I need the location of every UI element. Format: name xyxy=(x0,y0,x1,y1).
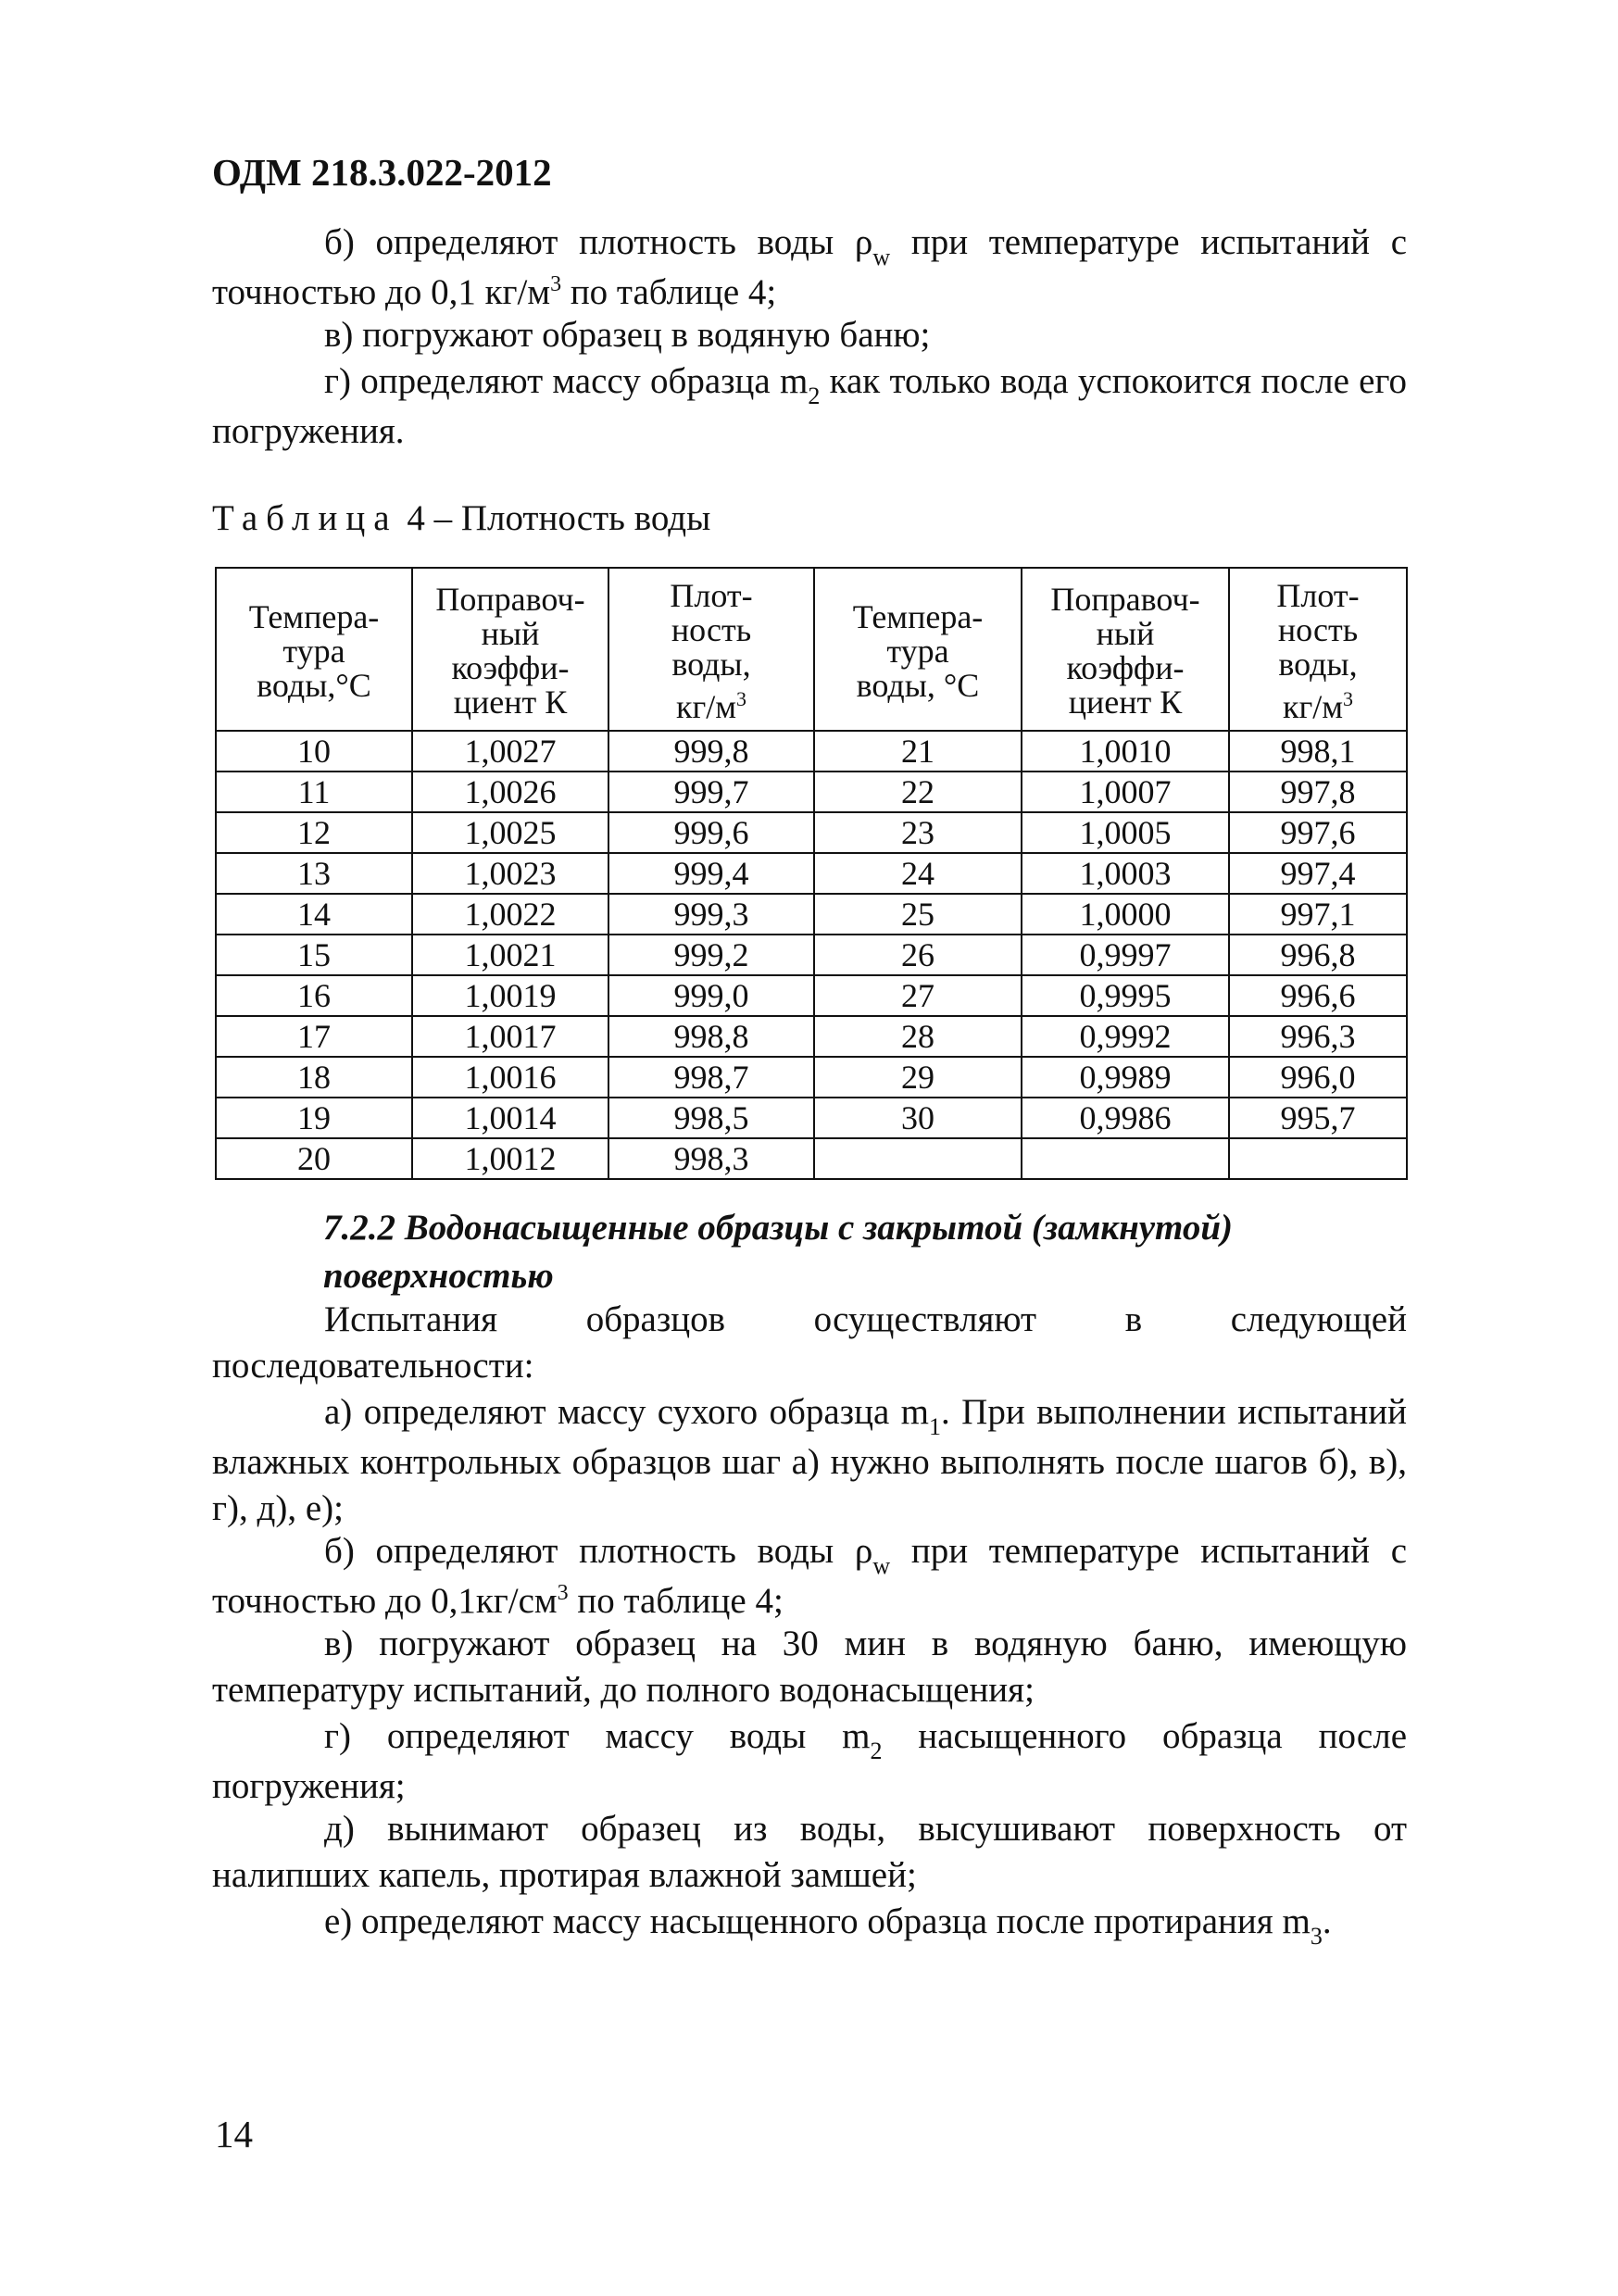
step-d-dry-surface: д) вынимают образец из воды, высушивают поверхность от налипших капель, протирая влажной замшей; xyxy=(212,1809,1407,1895)
table-row xyxy=(216,1138,1407,1179)
table-cell: 22 xyxy=(814,772,1022,812)
table-cell: 1,0000 xyxy=(1022,894,1229,935)
table-cell: 1,0022 xyxy=(412,894,608,935)
table-cell: 24 xyxy=(814,853,1022,894)
table-cell: 30 xyxy=(814,1098,1022,1138)
table-cell: 27 xyxy=(814,975,1022,1016)
header-correction-factor: Поправоч- ный коэффи- циент К xyxy=(412,568,608,731)
table-cell: 997,1 xyxy=(1229,894,1407,935)
table-cell: 25 xyxy=(814,894,1022,935)
header-density: Плот- ность воды, $кг/м^3$ xyxy=(1229,568,1407,731)
table-cell: 999,2 xyxy=(608,935,814,975)
table-cell: 13 xyxy=(216,853,412,894)
table-cell: 10 xyxy=(216,731,412,772)
step-g-water-mass: г) определяют массу воды $m_2$ насыщенного образца после погружения; xyxy=(212,1716,1408,1806)
step-b-water-density: б) определяют плотность воды $\rho_w$ при температуре испытаний с точностью до 0,1 $кг/м^3$ по таблице 4; xyxy=(212,222,1408,312)
table-cell: 998,1 xyxy=(1229,731,1407,772)
table-cell: 18 xyxy=(216,1057,412,1098)
table-cell: 1,0005 xyxy=(1022,812,1229,853)
table-row xyxy=(216,1016,1407,1057)
table-cell: 999,3 xyxy=(608,894,814,935)
step-b-water-density: б) определяют плотность воды $\rho_w$ при температуре испытаний с точностью до $0,1кг/см^3$ по таблице 4; xyxy=(212,1531,1408,1621)
table-cell: 1,0026 xyxy=(412,772,608,812)
table-cell: 14 xyxy=(216,894,412,935)
table-cell: 996,0 xyxy=(1229,1057,1407,1098)
table-cell: 1,0021 xyxy=(412,935,608,975)
table-cell: 1,0023 xyxy=(412,853,608,894)
section-intro: Испытания образцов осуществляют в следующей последовательности: xyxy=(212,1299,1407,1386)
table-cell: 998,3 xyxy=(608,1138,814,1179)
table-cell: 1,0027 xyxy=(412,731,608,772)
table-cell: 0,9997 xyxy=(1022,935,1229,975)
table-cell: 999,6 xyxy=(608,812,814,853)
table-cell: 999,0 xyxy=(608,975,814,1016)
table-cell: 20 xyxy=(216,1138,412,1179)
table-row xyxy=(216,1057,1407,1098)
table-cell: 19 xyxy=(216,1098,412,1138)
step-v-saturate: в) погружают образец на 30 мин в водяную баню, имеющую температуру испытаний, до полного водонасыщения; xyxy=(212,1624,1407,1710)
table-cell: 17 xyxy=(216,1016,412,1057)
table-cell: 0,9995 xyxy=(1022,975,1229,1016)
table-cell: 1,0019 xyxy=(412,975,608,1016)
table-cell: 996,6 xyxy=(1229,975,1407,1016)
table-cell: 997,8 xyxy=(1229,772,1407,812)
page-number: 14 xyxy=(215,2113,253,2155)
document-code: ОДМ 218.3.022-2012 xyxy=(212,151,552,194)
table-row xyxy=(216,731,1407,772)
table-row xyxy=(216,975,1407,1016)
table-cell: 26 xyxy=(814,935,1022,975)
step-g-mass: г) определяют массу образца $m_2$ как только вода успокоится после его погружения. xyxy=(212,361,1407,451)
table-cell: 23 xyxy=(814,812,1022,853)
table-cell: 0,9992 xyxy=(1022,1016,1229,1057)
table-cell: 995,7 xyxy=(1229,1098,1407,1138)
table-row xyxy=(216,894,1407,935)
table-cell: 12 xyxy=(216,812,412,853)
header-temperature: Темпера- тура воды,°С xyxy=(216,568,412,731)
table-cell: 1,0025 xyxy=(412,812,608,853)
table-cell xyxy=(1022,1138,1229,1179)
table-row xyxy=(216,812,1407,853)
table-cell: 11 xyxy=(216,772,412,812)
table-cell: 16 xyxy=(216,975,412,1016)
table-cell: 999,8 xyxy=(608,731,814,772)
table-cell: 996,8 xyxy=(1229,935,1407,975)
table-cell: 1,0016 xyxy=(412,1057,608,1098)
table-caption: Таблица 4 – Плотность воды xyxy=(212,498,711,538)
table-cell: 997,4 xyxy=(1229,853,1407,894)
table-cell: 28 xyxy=(814,1016,1022,1057)
table-cell: 998,8 xyxy=(608,1016,814,1057)
table-cell: 996,3 xyxy=(1229,1016,1407,1057)
step-v-immerse: в) погружают образец в водяную баню; xyxy=(324,315,931,355)
table-cell: 997,6 xyxy=(1229,812,1407,853)
table-cell: 1,0010 xyxy=(1022,731,1229,772)
table-cell xyxy=(1229,1138,1407,1179)
table-cell: 15 xyxy=(216,935,412,975)
table-cell: 0,9989 xyxy=(1022,1057,1229,1098)
step-a-dry-mass: а) определяют массу сухого образца $m_1$. При выполнении испытаний влажных контрольных образцов шаг а) нужно выполнять после шагов б), в), г), д), е); xyxy=(212,1392,1407,1528)
table-cell: 998,7 xyxy=(608,1057,814,1098)
section-title: 7.2.2 Водонасыщенные образцы с закрытой (замкнутой) поверхностью xyxy=(323,1208,1234,1296)
step-e-saturated-mass: е) определяют массу насыщенного образца после протирания $m_3$. xyxy=(324,1901,1332,1950)
table-cell xyxy=(814,1138,1022,1179)
header-correction-factor: Поправоч- ный коэффи- циент К xyxy=(1022,568,1229,731)
table-cell: 1,0007 xyxy=(1022,772,1229,812)
table-cell: 999,7 xyxy=(608,772,814,812)
table-cell: 1,0003 xyxy=(1022,853,1229,894)
table-row xyxy=(216,853,1407,894)
table-cell: 29 xyxy=(814,1057,1022,1098)
header-density: Плот- ность воды, $кг/м^3$ xyxy=(608,568,814,731)
header-temperature: Темпера- тура воды, °С xyxy=(814,568,1022,731)
table-row xyxy=(216,1098,1407,1138)
table-cell: 998,5 xyxy=(608,1098,814,1138)
water-density-table xyxy=(215,567,1408,1180)
table-row xyxy=(216,935,1407,975)
table-cell: 1,0014 xyxy=(412,1098,608,1138)
table-cell: 21 xyxy=(814,731,1022,772)
table-cell: 1,0012 xyxy=(412,1138,608,1179)
table-cell: 0,9986 xyxy=(1022,1098,1229,1138)
table-cell: 1,0017 xyxy=(412,1016,608,1057)
table-cell: 999,4 xyxy=(608,853,814,894)
table-header-row xyxy=(216,568,1407,731)
table-row xyxy=(216,772,1407,812)
